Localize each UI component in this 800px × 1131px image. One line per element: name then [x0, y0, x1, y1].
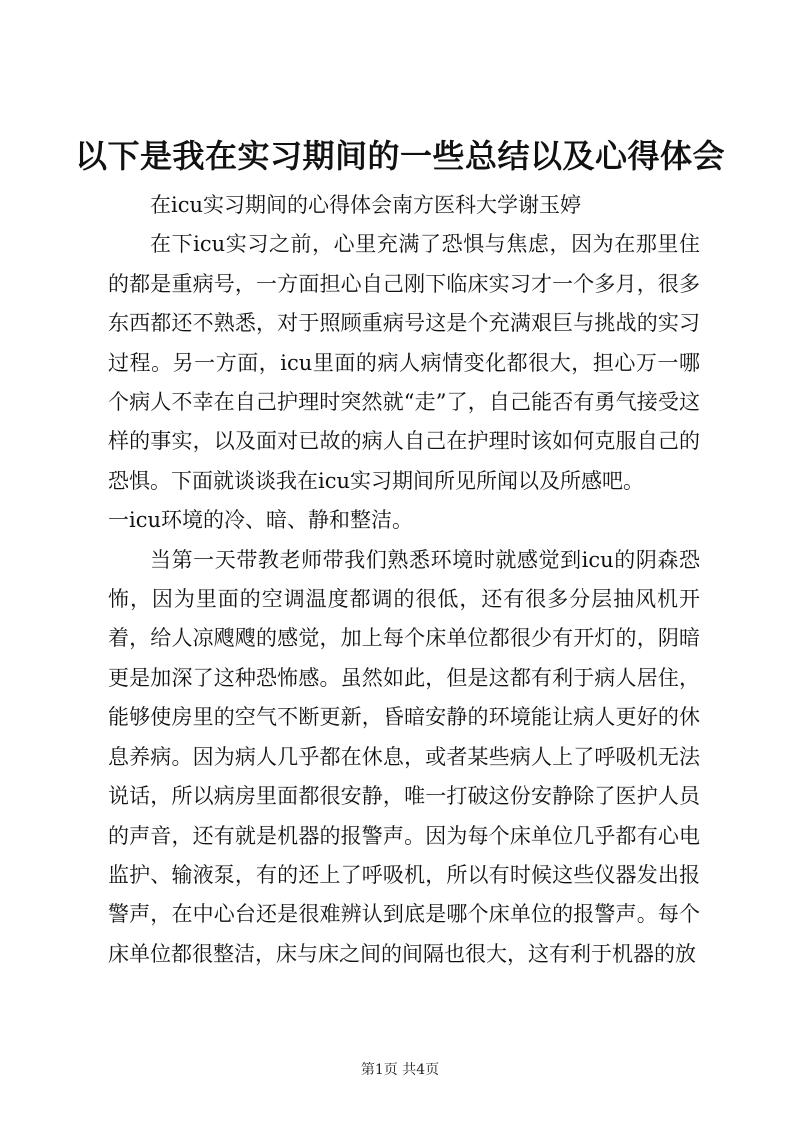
section-heading: 一icu环境的冷、暗、静和整洁。 — [108, 508, 414, 533]
document-body — [108, 186, 700, 974]
paragraph-intro: 在下icu实习之前，心里充满了恐惧与焦虑，因为在那里住的都是重病号，一方面担心自己刚下临床实习才一个多月，很多东西都还不熟悉，对于照顾重病号这是个充满艰巨与挑战的实习过程。另一方面，icu里面的病人病情变化都很大，担心万一哪个病人不幸在自己护理时突然就“走”了，自己能否有勇气接受这样的事实，以及面对已故的病人自己在护理时该如何克服自己的恐惧。下面就谈谈我在icu实习期间所见所闻以及所感吧。 — [108, 232, 700, 493]
paragraph-environment: 当第一天带教老师带我们熟悉环境时就感觉到icu的阴森恐怖，因为里面的空调温度都调的很低，还有很多分层抽风机开着，给人凉飕飕的感觉，加上每个床单位都很少有开灯的，阴暗更是加深了这种恐怖感。虽然如此，但是这都有利于病人居住，能够使房里的空气不断更新，昏暗安静的环境能让病人更好的休息养病。因为病人几乎都在休息，或者某些病人上了呼吸机无法说话，所以病房里面都很安静，唯一打破这份安静除了医护人员的声音，还有就是机器的报警声。因为每个床单位几乎都有心电监护、输液泵，有的还上了呼吸机，所以有时候这些仪器发出报警声，在中心台还是很难辨认到底是哪个床单位的报警声。每个床单位都很整洁，床与床之间的间隔也很大，这有利于机器的放 — [108, 547, 700, 966]
paragraph-subtitle: 在icu实习期间的心得体会南方医科大学谢玉婷 — [150, 193, 582, 217]
page-number: 第1页 共4页 — [360, 1062, 440, 1078]
document-title: 以下是我在实习期间的一些总结以及心得体会 — [74, 137, 725, 175]
